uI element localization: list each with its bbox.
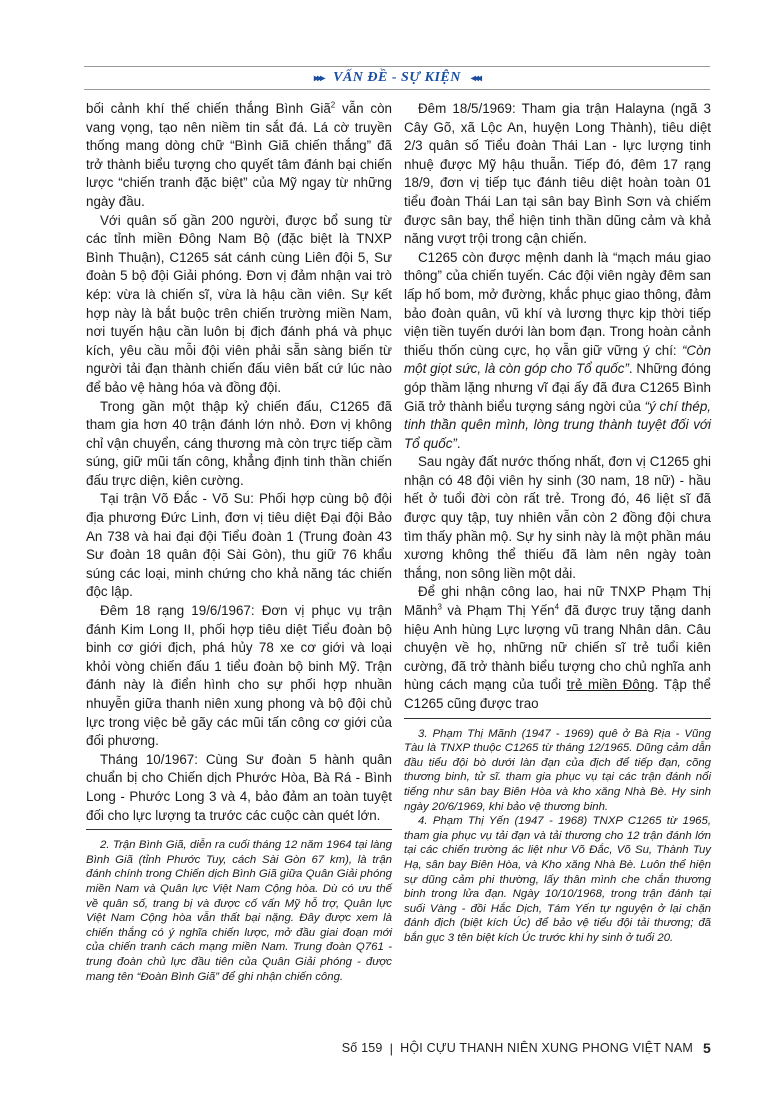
publication-name: HỘI CỰU THANH NIÊN XUNG PHONG VIỆT NAM xyxy=(400,1041,693,1055)
paragraph: C1265 còn được mệnh danh là “mạch máu giao thông” của chiến tuyến. Các đội viên ngày đêm san lấp hố bom, mở đường, khắc phục giao thông, đảm bảo đoàn quân, vũ khí và lương thực kịp thời tiếp viện tiền tuyến dưới làn bom đạn. Trong hoàn cảnh thiếu thốn cùng cực, họ vẫn giữ vững ý chí: “Còn một giọt sức, là còn góp cho Tổ quốc”. Những đóng góp thầm lặng nhưng vĩ đại ấy đã đưa C1265 Bình Giã trở thành biểu tượng sáng ngời của “ý chí thép, tinh thần quên mình, lòng trung thành tuyệt đối với Tổ quốc”. xyxy=(404,249,711,451)
paragraph: Với quân số gần 200 người, được bổ sung từ các tỉnh miền Đông Nam Bộ (đặc biệt là TNXP Bình Thuận), C1265 sát cánh cùng Liên đội 5, Sư đoàn 5 bộ đội Giải phóng. Đơn vị đảm nhận vai trò kép: vừa là chiến sĩ, vừa là hậu cần viên. Sự kết hợp này là bắt buộc trên chiến trường miền Nam, nơi tuyến hậu cần luôn bị địch đánh phá và phục kích, yêu cầu mỗi đội viên phải sẵn sàng biến từ người tải đạn thành chiến đấu viên bất cứ lúc nào để bảo vệ hàng hóa và đồng đội. xyxy=(86,212,392,395)
footnote-3: 3. Phạm Thị Mãnh (1947 - 1969) quê ở Bà Rịa - Vũng Tàu là TNXP thuộc C1265 từ tháng 12/1965. Dũng cảm dẫn đầu tiểu đội bò dưới làn đạn của địch để tiếp đạn, cõng thương binh, tử sĩ. tham gia phục vụ tại các trận đánh nổi tiếng như sân bay Biên Hòa và kho xăng Nhà Bè. Hy sinh ngày 20/6/1969, khi bảo vệ thương binh. xyxy=(404,727,711,813)
footer-separator: | xyxy=(389,1040,394,1056)
left-column xyxy=(86,100,392,984)
paragraph: Tại trận Võ Đắc - Võ Su: Phối hợp cùng bộ đội địa phương Đức Linh, đơn vị tiêu diệt Đại đội Bảo An 738 và hai đại đội Tiểu đoàn 1 (Trung đoàn 43 Sư đoàn 18 quân đội Sài Gòn), thu giữ 76 khẩu súng các loại, minh chứng cho khả năng tác chiến độc lập. xyxy=(86,491,392,600)
arrows-left-icon: ▸▸▸ xyxy=(314,72,324,84)
page-number: 5 xyxy=(703,1040,711,1056)
paragraph: Sau ngày đất nước thống nhất, đơn vị C1265 ghi nhận có 48 đội viên hy sinh (30 nam, 18 nữ) - hầu hết ở tuổi đời còn rất trẻ. Trong đó, 46 liệt sĩ đã được quy tập, tuy nhiên vẫn còn 2 đồng đội chưa tìm thấy phần mộ. Sự hy sinh này là một phần máu xương không thể thiếu đã làm nên ngày toàn thắng, non sông liền một dải. xyxy=(404,454,711,581)
footnote-ref: 2 xyxy=(330,100,336,110)
section-header xyxy=(84,66,710,90)
section-title: VẤN ĐỀ - SỰ KIỆN xyxy=(333,70,461,85)
paragraph: Tháng 10/1967: Cùng Sư đoàn 5 hành quân chuẩn bị cho Chiến dịch Phước Hòa, Bà Rá - Bình Long - Phước Long 3 và 4, bảo đảm an toàn tuyệt đối cho lực lượng ta trước các cuộc càn quét lớn. xyxy=(86,751,392,823)
footnote-ref: 4 xyxy=(554,602,560,612)
quote: “Còn một giọt sức, là còn góp cho Tổ quốc” xyxy=(404,342,711,377)
footnote-4: 4. Phạm Thị Yến (1947 - 1968) TNXP C1265 từ 1965, tham gia phục vụ tải đạn và tải thương cho 12 trận đánh lớn tại các chiến trường ác liệt như Võ Đắc, Võ Su, Thành Tuy Hạ, sân bay Biên Hòa, và Kho xăng Nhà Bè. Luôn thể hiện sự dũng cảm phi thường, lấy thân mình che chắn thương binh trong lửa đạn. Ngày 10/10/1968, trong trận đánh tại suối Vàng - đồi Hắc Dịch, Tám Yến tự nguyện ở lại chặn đánh địch (biệt kích Úc) để bảo vệ tiểu đội tải thương; đã bắn gục 3 tên biệt kích Úc trước khi hy sinh ở tuổi 20. xyxy=(404,815,711,944)
page-footer xyxy=(300,1040,711,1056)
right-column xyxy=(404,100,711,946)
paragraph: Để ghi nhận công lao, hai nữ TNXP Phạm Thị Mãnh$^3$ và Phạm Thị Yến$^4$ đã được truy tặng danh hiệu Anh hùng Lực lượng vũ trang Nhân dân. Câu chuyện về họ, những nữ chiến sĩ trẻ tuổi kiên cường, đã trở thành biểu tượng cho chủ nghĩa anh hùng cách mạng của tuổi trẻ miền Đông. Tập thể C1265 cũng được trao xyxy=(404,584,712,711)
paragraph: Đêm 18 rạng 19/6/1967: Đơn vị phục vụ trận đánh Kim Long II, phối hợp tiêu diệt Tiểu đoàn bộ binh cơ giới địch, phá hủy 78 xe cơ giới và loại khỏi vòng chiến đấu 1 tiểu đoàn bộ binh Mỹ. Trận đánh này là điển hình cho sự phối hợp nhuần nhuyễn giữa thanh niên xung phong và bộ đội chủ lực trong việc bẻ gãy các mũi tấn công cơ giới của đối phương. xyxy=(86,603,392,749)
issue-number: Số 159 xyxy=(341,1041,383,1055)
paragraph: bối cảnh khí thế chiến thắng Bình Giã$^2$ vẫn còn vang vọng, tạo nên niềm tin sắt đá. Lá cờ truyền thống mang dòng chữ “Bình Giã chiến thắng” đã trở thành biểu tượng cho quyết tâm đánh bại chiến lược “chiến tranh đặc biệt” của Mỹ ngay từ những ngày đầu. xyxy=(86,100,392,209)
footnote-divider xyxy=(404,718,711,719)
paragraph: Trong gần một thập kỷ chiến đấu, C1265 đã tham gia hơn 40 trận đánh lớn nhỏ. Đơn vị không chỉ vận chuyển, cáng thương mà còn trực tiếp cầm súng, giữ mũi tấn công, khẳng định tinh thần chiến đấu trực diện, kiên cường. xyxy=(86,398,392,488)
header-rule-bottom xyxy=(84,89,710,90)
footnote-divider xyxy=(86,829,392,830)
footnote-ref: 3 xyxy=(437,602,442,612)
header-rule-top xyxy=(84,66,710,67)
footnote-2: 2. Trận Bình Giã, diễn ra cuối tháng 12 năm 1964 tại làng Bình Giã (tỉnh Phước Tuy, cách Sài Gòn 67 km), là trận đánh chính trong Chiến dịch Bình Giã giữa Quân Giải phóng miền Nam và Quân lực Việt Nam Cộng hòa. Dù có ưu thế về quân số, trang bị và được cố vấn Mỹ hỗ trợ, Quân lực Việt Nam Cộng hòa vẫn thất bại nặng. Đây được xem là chiến thắng có ý nghĩa chiến lược, mở đầu giai đoạn mới của chiến tranh cách mạng miền Nam. Trung đoàn Q761 - trung đoàn chủ lực đầu tiên của Quân Giải phóng - được mang tên “Đoàn Bình Giã” để ghi nhận chiến công. xyxy=(86,839,392,983)
arrows-right-icon: ◂◂◂ xyxy=(470,72,480,84)
quote: “ý chí thép, tinh thần quên mình, lòng trung thành tuyệt đối với Tổ quốc” xyxy=(404,398,711,451)
paragraph: Đêm 18/5/1969: Tham gia trận Halayna (ngã 3 Cây Gõ, xã Lộc An, huyện Long Thành), tiêu diệt 2/3 quân số Tiểu đoàn Thái Lan - lực lượng tinh nhuệ được Mỹ hậu thuẫn. Tiếp đó, đêm 17 rạng 18/9, đơn vị tiếp tục đánh tiêu diệt hoàn toàn 01 tiểu đoàn Thái Lan tại sân bay Bình Sơn và chiếm được sân bay, thể hiện tinh thần dũng cảm và khả năng vượt trội trong cận chiến. xyxy=(404,101,711,247)
